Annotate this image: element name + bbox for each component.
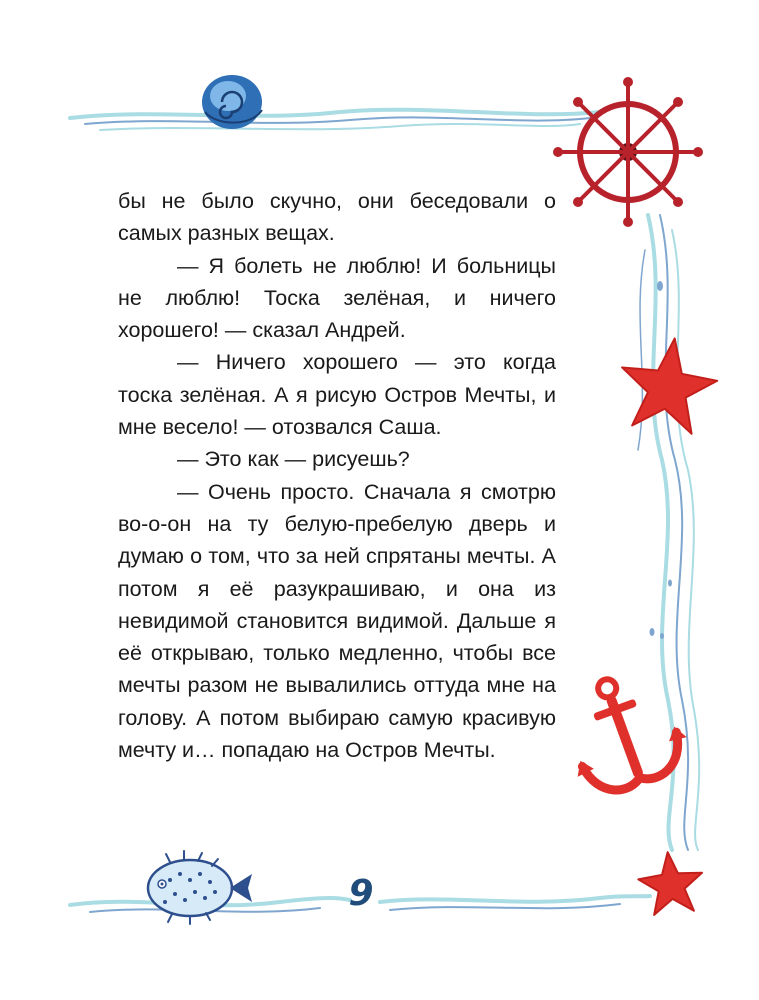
paragraph: — Я болеть не люблю! И больницы не люблю! Тоска зелёная, и ничего хорошего! — сказал Андрей. — [118, 253, 556, 343]
paragraph: — Очень просто. Сначала я смотрю во-о-он на ту белую-пребелую дверь и думаю о том, что за ней спрятаны мечты. А потом я её разукрашиваю, и она из невидимой становится видимой. Дальше я её открываю, только медленно, чтобы все мечты разом не вывалились оттуда мне на голову. А потом выбираю самую красивую мечту и… попадаю на Остров Мечты. — [118, 479, 556, 763]
fish-icon — [148, 851, 252, 924]
paragraph: — Это как — рисуешь? — [177, 447, 410, 472]
page-number: 9 — [348, 873, 374, 914]
top-wave-border — [70, 110, 600, 130]
right-wave-border — [638, 215, 699, 850]
paragraph: бы не было скучно, они беседовали о самых разных вещах. — [118, 189, 556, 246]
story-text — [118, 185, 556, 766]
shell-icon — [202, 75, 262, 129]
paragraph: — Ничего хорошего — это когда тоска зелёная. А я рисую Остров Мечты, и мне весело! — отозвался Саша. — [118, 350, 556, 440]
starfish-icon-bottom — [636, 849, 706, 916]
ship-wheel-icon — [553, 77, 703, 227]
